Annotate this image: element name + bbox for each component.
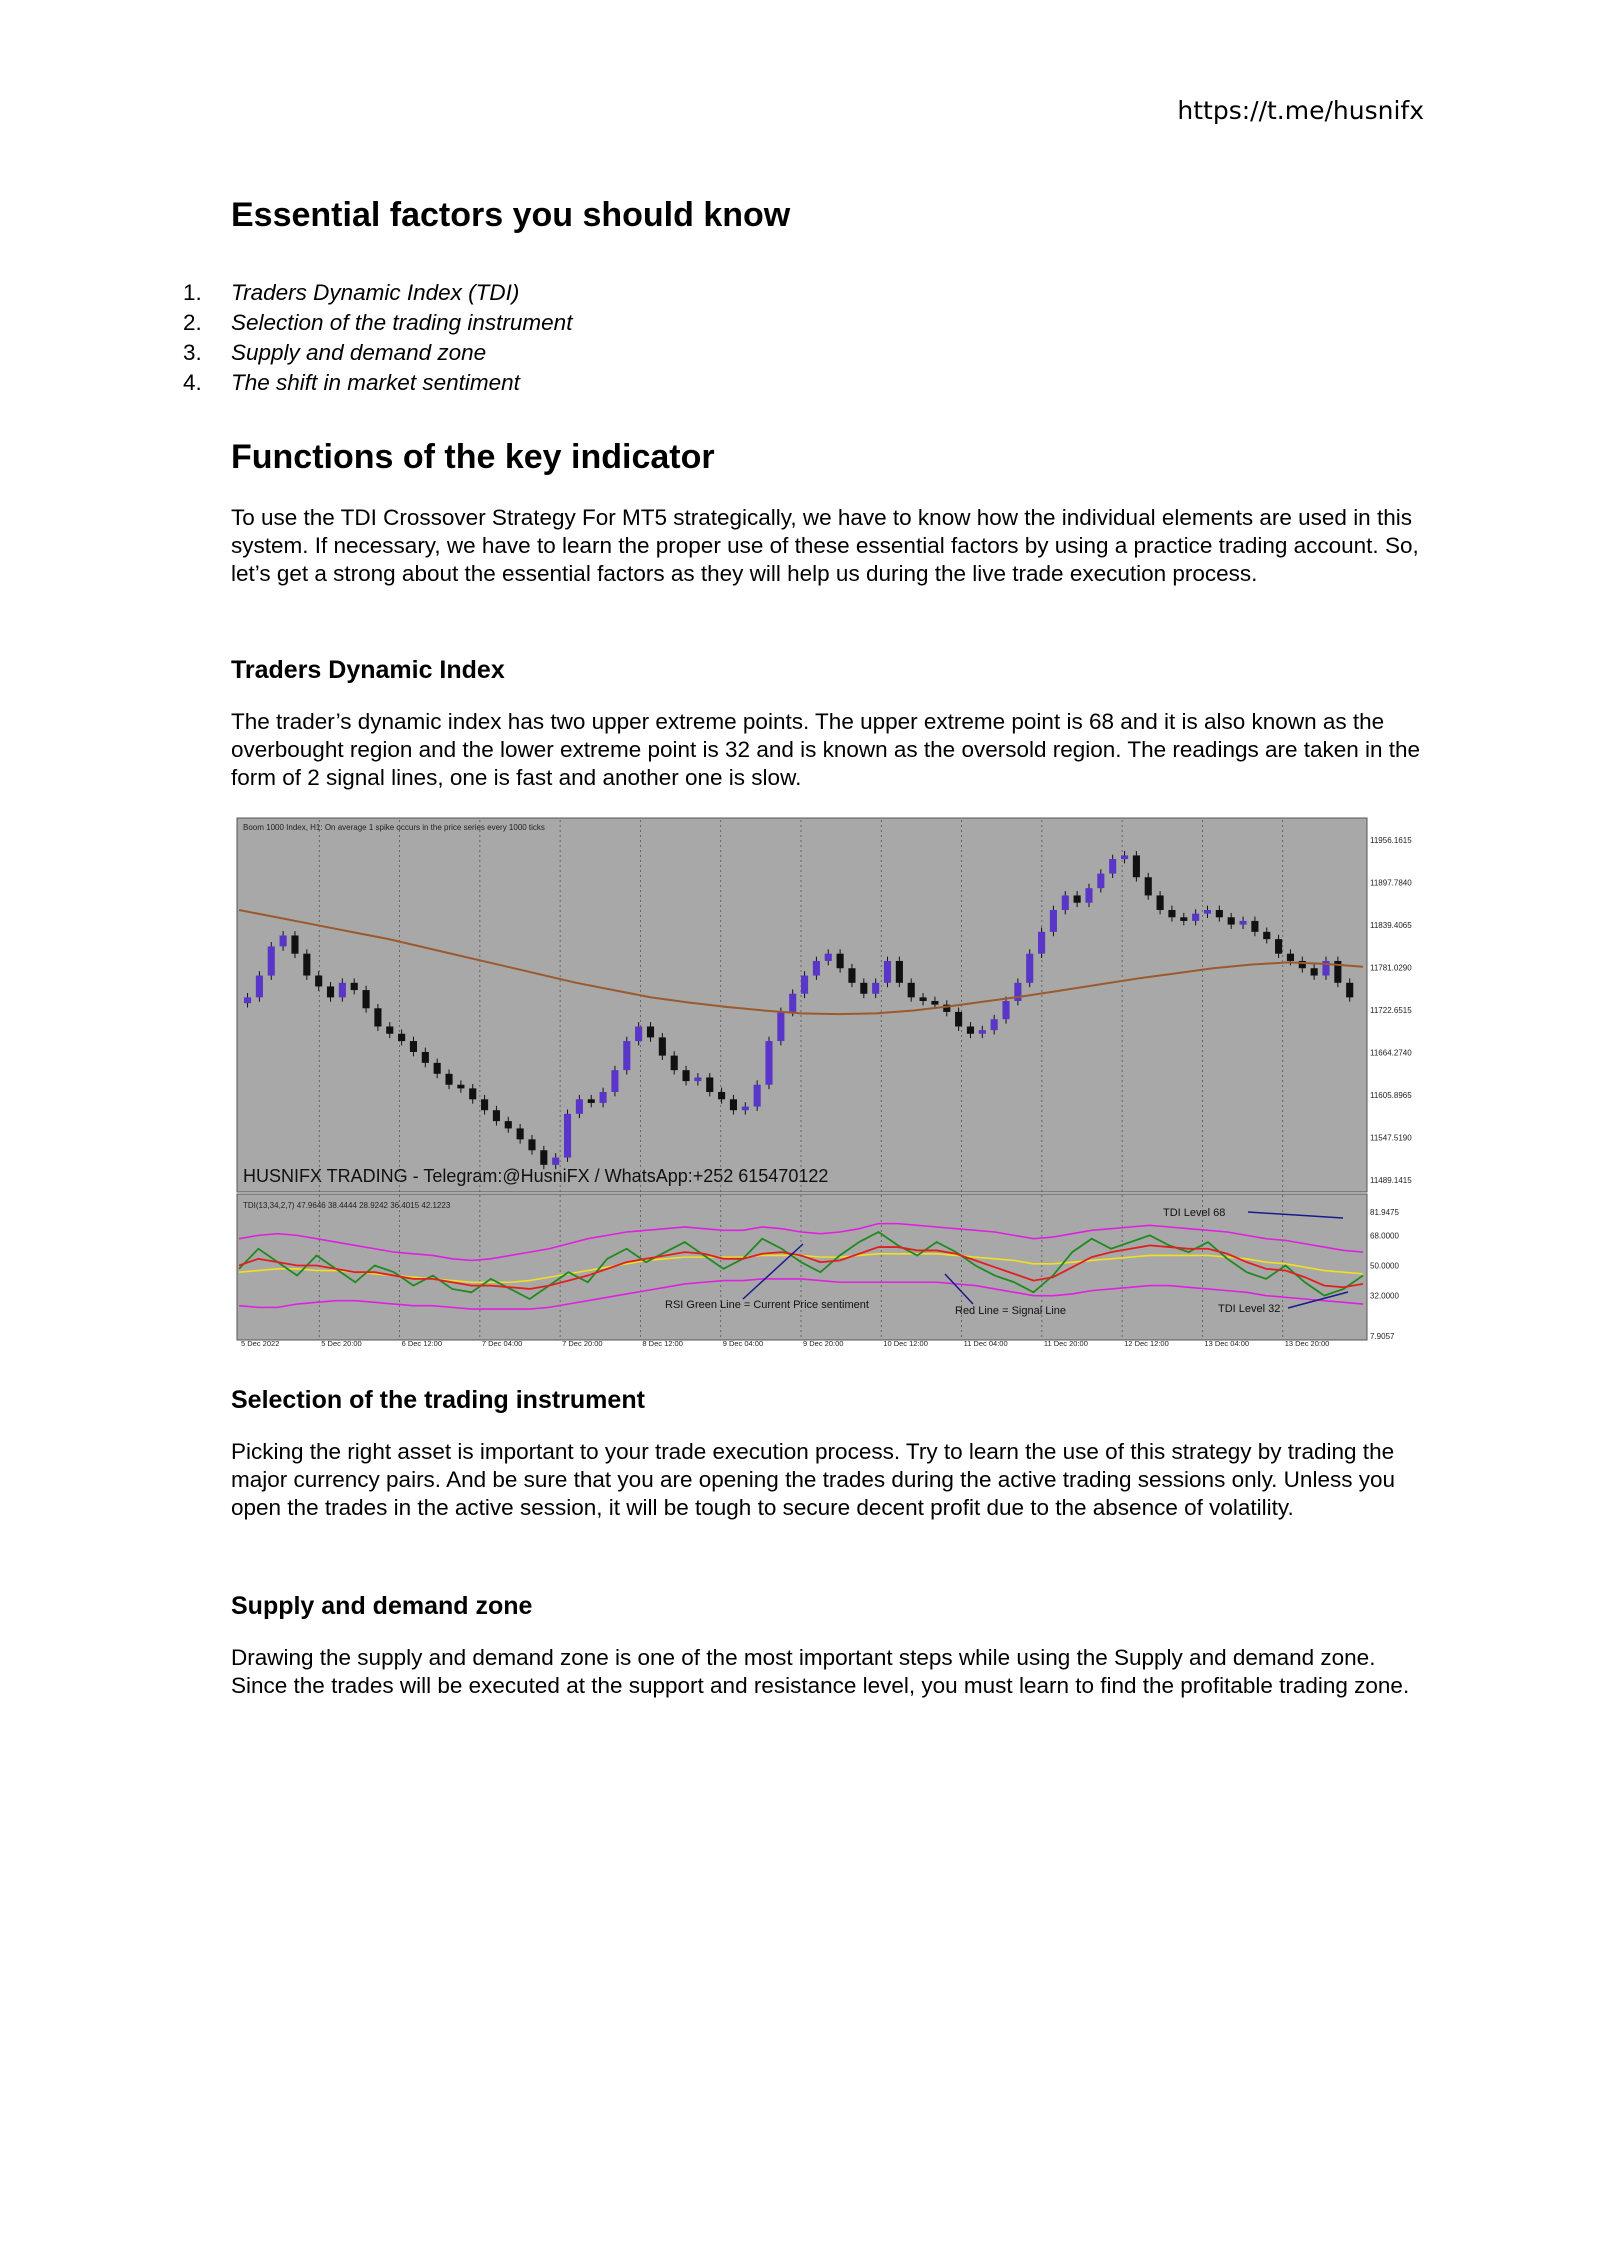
time-tick-label: 6 Dec 12:00 [401,1339,443,1348]
candle-body [754,1085,761,1107]
list-item: 4. The shift in market sentiment [183,370,520,395]
candle-body [1346,983,1353,998]
time-tick-label: 12 Dec 12:00 [1124,1339,1169,1348]
candle-body [398,1034,405,1041]
candle-body [552,1158,559,1165]
candle-body [789,994,796,1012]
candle-body [517,1128,524,1139]
price-tick-label: 11839.4065 [1370,921,1412,930]
candle-body [493,1110,500,1121]
candle-body [481,1099,488,1110]
section-title-functions: Functions of the key indicator [231,438,715,476]
candle-body [1062,895,1069,910]
candle-body [1109,859,1116,874]
candle-body [991,1019,998,1030]
candle-body [303,954,310,976]
candle-body [1026,954,1033,983]
tdi-tick-label: 7.9057 [1370,1332,1395,1341]
supply-heading: Supply and demand zone [231,1592,533,1620]
time-tick-label: 13 Dec 04:00 [1204,1339,1250,1348]
candle-body [777,1012,784,1041]
candle-body [1216,910,1223,917]
candle-body [896,961,903,983]
annotation-tdi-32: TDI Level 32 [1218,1303,1281,1315]
candle-body [244,997,251,1003]
price-tick-label: 11722.6515 [1370,1006,1412,1015]
chart-header: Boom 1000 Index, H1: On average 1 spike occurs in the price series every 1000 ticks [243,823,545,832]
tdi-chart-image [233,814,1427,1348]
price-tick-label: 11897.7840 [1370,878,1412,888]
candle-body [339,983,346,998]
candle-body [1204,910,1211,914]
candle-body [528,1139,535,1150]
supply-paragraph: Drawing the supply and demand zone is one of the most important steps while using the Supply and demand zone. Since the trades will be executed at the support and resistance level, you must learn to find the profitable trading zone. [231,1645,1410,1698]
candle-body [1239,921,1246,925]
candle-body [268,946,275,975]
candle-body [955,1012,962,1027]
candle-body [1157,895,1164,910]
candle-body [1002,1001,1009,1019]
candle-body [1251,921,1258,932]
candle-body [434,1063,441,1074]
candle-body [848,968,855,983]
candle-body [540,1150,547,1165]
section-title-essential: Essential factors you should know [231,196,791,234]
candle-body [1050,910,1057,932]
tdi-tick-label: 50.0000 [1370,1261,1399,1271]
time-tick-label: 11 Dec 20:00 [1043,1339,1088,1348]
price-tick-label: 11489.1415 [1370,1176,1412,1185]
candle-body [1192,914,1199,921]
candle-body [860,983,867,994]
candle-body [671,1056,678,1071]
candle-body [718,1092,725,1099]
annotation-signal: Red Line = Signal Line [955,1305,1066,1317]
candle-body [623,1041,630,1070]
list-item: 2. Selection of the trading instrument [183,310,573,335]
candle-body [742,1107,749,1111]
candle-body [374,1008,381,1026]
price-tick-label: 11664.2740 [1370,1048,1412,1058]
candle-body [469,1088,476,1099]
candle-body [588,1099,595,1103]
candle-body [967,1026,974,1033]
candle-body [1074,895,1081,902]
candle-body [1097,874,1104,889]
annotation-tdi-68: TDI Level 68 [1163,1207,1226,1219]
time-tick-label: 8 Dec 12:00 [642,1339,683,1348]
time-tick-label: 7 Dec 20:00 [562,1339,603,1348]
candle-body [1038,932,1045,954]
candle-body [730,1099,737,1110]
candle-body [908,983,915,998]
time-tick-label: 9 Dec 20:00 [803,1339,844,1348]
time-tick-label: 9 Dec 04:00 [722,1339,764,1348]
watermark: HUSNIFX TRADING - Telegram:@HusniFX / WhatsApp:+252 615470122 [243,1166,829,1186]
functions-paragraph: To use the TDI Crossover Strategy For MT5 strategically, we have to know how the individual elements are used in this system. If necessary, we have to learn the proper use of these essential factors by using a practice trading account. So, let’s get a strong about the essential factors as they will help us during the live trade execution process. [231,505,1419,586]
candle-body [1133,855,1140,877]
candle-body [564,1114,571,1158]
price-tick-label: 11781.0290 [1370,963,1412,973]
candle-body [1228,917,1235,924]
selection-paragraph: Picking the right asset is important to your trade execution process. Try to learn the use of this strategy by trading the major currency pairs. And be sure that you are opening the trades during the active trading sessions only. Unless you open the trades in the active session, it will be tough to secure decent profit due to the absence of volatility. [231,1439,1395,1520]
candle-body [1275,939,1282,954]
candle-body [291,935,298,953]
candle-body [315,976,322,987]
selection-heading: Selection of the trading instrument [231,1386,645,1414]
candle-body [351,983,358,990]
candle-body [635,1026,642,1041]
time-tick-label: 10 Dec 12:00 [883,1339,928,1348]
tdi-heading: Traders Dynamic Index [231,656,505,684]
candle-body [386,1026,393,1033]
price-panel [237,818,1367,1192]
candle-body [682,1070,689,1081]
candle-body [1121,855,1128,859]
candle-body [363,990,370,1008]
tdi-tick-label: 81.9475 [1370,1208,1399,1217]
candle-body [576,1099,583,1114]
price-tick-label: 11605.8965 [1370,1091,1412,1100]
candle-body [765,1041,772,1085]
candle-body [979,1030,986,1034]
candle-body [647,1026,654,1037]
candle-body [256,976,263,998]
candle-body [1263,932,1270,939]
candle-body [837,954,844,969]
candle-body [706,1077,713,1092]
tdi-header: TDI(13,34,2,7) 47.9646 38.4444 28.9242 36.4015 42.1223 [243,1201,451,1210]
candle-body [1311,968,1318,975]
price-tick-label: 11547.5190 [1370,1133,1412,1143]
price-tick-label: 11956.1615 [1370,836,1412,845]
candle-body [505,1121,512,1128]
list-item: 1. Traders Dynamic Index (TDI) [183,280,520,305]
candle-body [1168,910,1175,917]
time-tick-label: 5 Dec 2022 [241,1339,280,1348]
candle-body [931,1001,938,1005]
tdi-paragraph: The trader’s dynamic index has two upper extreme points. The upper extreme point is 68 and it is also known as the overbought region and the lower extreme point is 32 and is known as the oversold region. The readings are taken in the form of 2 signal lines, one is fast and another one is slow. [231,709,1421,790]
time-tick-label: 11 Dec 04:00 [963,1339,1008,1348]
candle-body [825,954,832,961]
candle-body [1145,877,1152,895]
candle-body [1085,888,1092,903]
candle-body [410,1041,417,1052]
candle-body [457,1085,464,1089]
candle-body [280,935,287,946]
candle-body [600,1092,607,1103]
candle-body [813,961,820,976]
tdi-tick-label: 32.0000 [1370,1291,1399,1301]
time-tick-label: 7 Dec 04:00 [481,1339,523,1348]
candle-body [801,976,808,994]
candle-body [920,997,927,1001]
annotation-rsi: RSI Green Line = Current Price sentiment [665,1299,869,1311]
candle-body [1287,954,1294,961]
candle-body [445,1074,452,1085]
candle-body [872,983,879,994]
candle-body [327,986,334,997]
candle-body [422,1052,429,1063]
factors-list [183,278,572,398]
time-tick-label: 5 Dec 20:00 [321,1339,362,1348]
candle-body [659,1037,666,1055]
candle-body [1180,917,1187,921]
candle-body [884,961,891,983]
header-link[interactable]: https://t.me/husnifx [1177,96,1424,125]
list-item: 3. Supply and demand zone [183,340,487,365]
tdi-tick-label: 68.0000 [1370,1231,1399,1241]
tdi-chart [233,814,1427,1348]
time-tick-label: 13 Dec 20:00 [1284,1339,1330,1348]
candle-body [611,1070,618,1092]
candle-body [694,1077,701,1081]
